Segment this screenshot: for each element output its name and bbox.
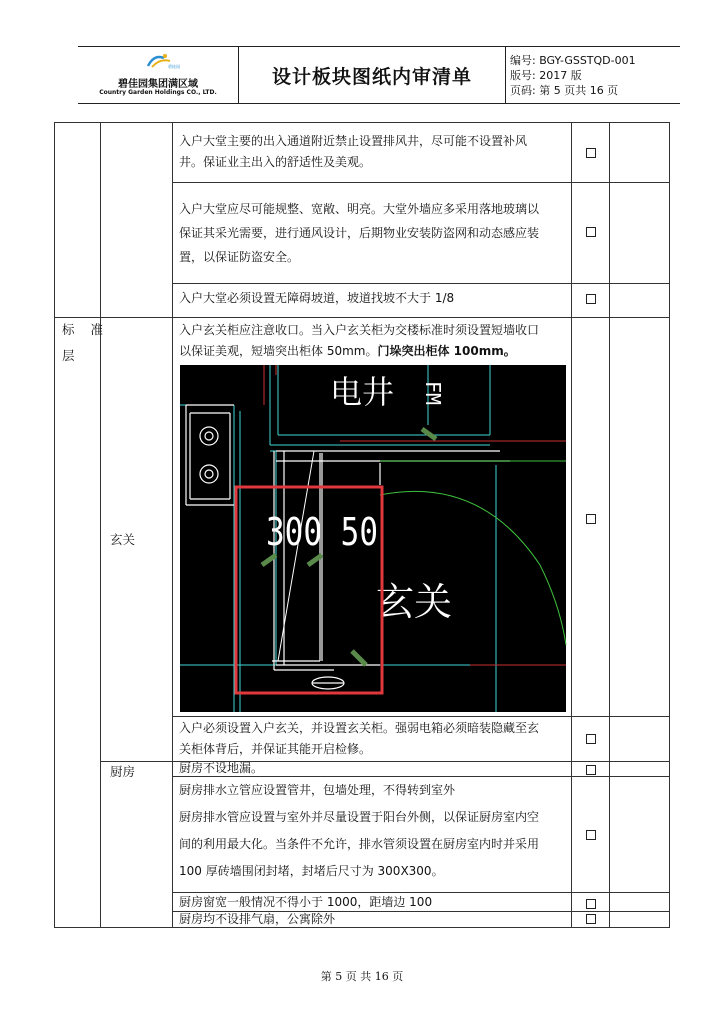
checkbox[interactable]	[586, 294, 596, 304]
table-row: 厨房排水立管应设置管井，包墙处理，不得转到室外 厨房排水管应设置与室外并尽量设置于阳台外侧，以保证厨房室内空 间的利用最大化。当条件不允许，排水管须设置在厨房室内时并采用 100 厚砖墙围闭封堵，封堵后尺寸为 300X300。	[179, 783, 540, 878]
table-row: 厨房窗宽一般情况不得小于 1000，距墙边 100	[179, 895, 433, 909]
company-name-en: Country Garden Holdings CO., LTD.	[99, 89, 217, 96]
doc-version: 版号: 2017 版	[510, 69, 582, 82]
table-row: 入户玄关柜应注意收口。当入户玄关柜为交楼标准时须设置短墙收口 以保证美观，短墙突出柜体 50mm。门垛突出柜体 100mm。	[179, 323, 540, 358]
svg-text:碧桂园: 碧桂园	[168, 64, 180, 69]
table-row: 厨房不设地漏。	[179, 761, 264, 775]
table-row: 入户必须设置入户玄关，并设置玄关柜。强弱电箱必须暗装隐藏至玄 关柜体背后，并保证其能开启检修。	[179, 721, 540, 756]
door-code-label: DM21	[584, 531, 609, 584]
checkbox[interactable]	[586, 830, 596, 840]
door-tag-label: FM	[421, 381, 445, 406]
checkbox[interactable]	[586, 914, 596, 924]
doc-code: 编号: BGY-GSSTQD-001	[510, 54, 636, 67]
table-row: 入户大堂必须设置无障碍坡道，坡道找坡不大于 1/8	[179, 291, 455, 305]
category-label-level-2: 层	[62, 348, 75, 363]
page-footer: 第 5 页 共 16 页	[320, 970, 404, 983]
company-logo-block	[78, 47, 238, 103]
checkbox[interactable]	[586, 899, 596, 909]
company-name-cn: 碧佳园集团满区域	[118, 79, 198, 90]
dimension-label: 300 50	[266, 510, 378, 554]
checkbox[interactable]	[586, 227, 596, 237]
floorplan-drawing	[180, 365, 609, 712]
sub-label-kitchen: 厨房	[110, 764, 136, 779]
elec-shaft-label: 电井	[330, 373, 395, 411]
review-checklist-table	[54, 122, 670, 928]
doc-page: 页码: 第 5 页共 16 页	[510, 84, 619, 97]
category-label-level: 标 准	[62, 322, 109, 337]
table-row: 厨房均不设排气扇，公寓除外	[179, 912, 336, 926]
sub-label-entry: 玄关	[110, 532, 136, 547]
country-garden-logo-icon	[144, 52, 178, 70]
cad-floorplan-image	[180, 365, 609, 712]
document-title: 设计板块图纸内审清单	[238, 47, 506, 103]
document-header	[78, 46, 680, 104]
checkbox[interactable]	[586, 765, 596, 775]
table-row: 入户大堂应尽可能规整、宽敞、明亮。大堂外墙应多采用落地玻璃以 保证其采光需要，进行通风设计，后期物业安装防盗网和动态感应装 置，以保证防盗安全。	[179, 202, 540, 264]
room-name-label: 玄关	[376, 580, 453, 624]
checkbox[interactable]	[586, 514, 596, 524]
checkbox[interactable]	[586, 734, 596, 744]
checkbox[interactable]	[586, 148, 596, 158]
document-meta	[510, 53, 636, 98]
table-row: 入户大堂主要的出入通道附近禁止设置排风井，尽可能不设置补风 井。保证业主出入的舒适性及美观。	[179, 134, 528, 169]
